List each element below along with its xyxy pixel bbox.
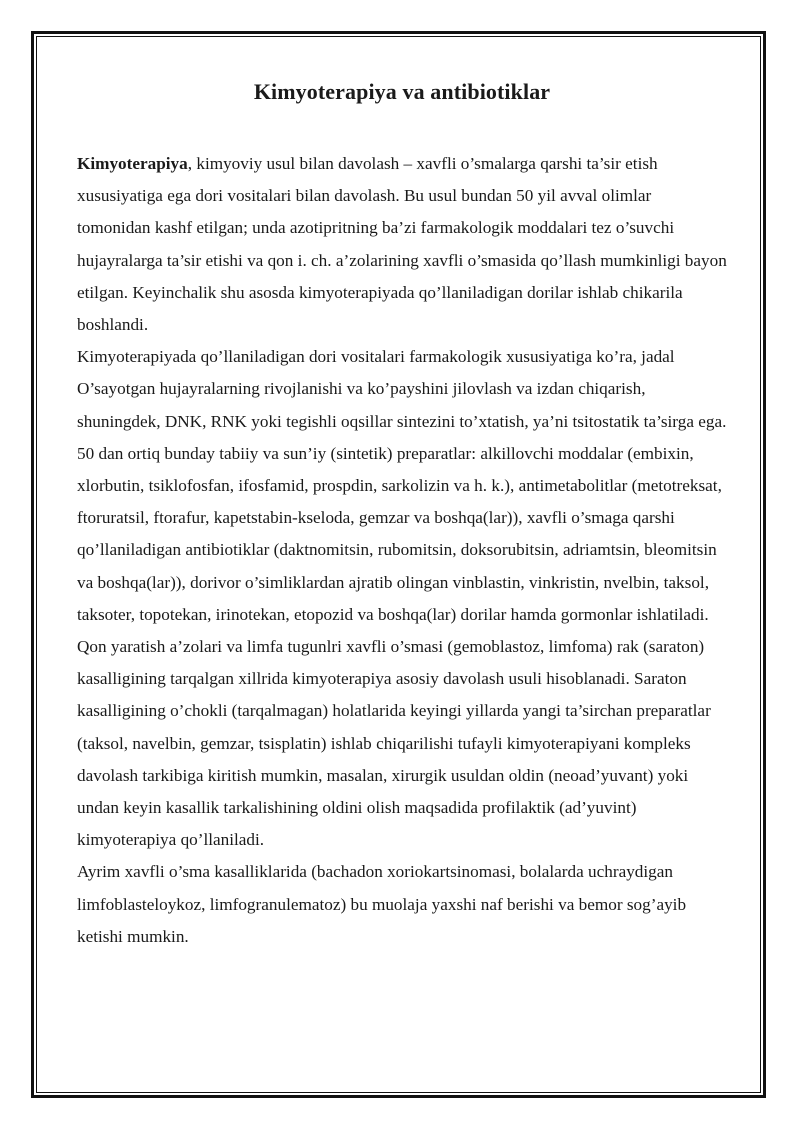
- paragraph-intro-text: , kimyoviy usul bilan davolash – xavfli o’smalarga qarshi ta’sir etish xususiyatiga ega dori vositalari bilan davolash. Bu usul bundan 50 yil avval olimlar tomonidan kashf etilgan; unda azotipritning ba’zi farmakologik moddalari tez o’suvchi hujayralarga ta’sir etishi va qon i. ch. a’zolarining xavfli o’smasida qo’llash mumkinligi bayon etilgan. Keyinchalik shu asosda kimyoterapiyada qo’llaniladigan dorilar ishlab chikarila boshlandi.: [77, 154, 727, 335]
- document-title: Kimyoterapiya va antibiotiklar: [253, 79, 551, 104]
- document-body: [77, 78, 727, 953]
- paragraph-treatment: Qon yaratish a’zolari va limfa tugunlri xavfli o’smasi (gemoblastoz, limfoma) rak (saraton) kasalligining tarqalgan xillrida kimyoterapiya asosiy davolash usuli hisoblanadi. Saraton kasalligining o’chokli (tarqalmagan) holatlarida keyingi yillarda yangi ta’sirchan preparatlar (taksol, navelbin, gemzar, tsisplatin) ishlab chiqarilishi tufayli kimyoterapiyani kompleks davolash tarkibiga kiritish mumkin, masalan, xirurgik usuldan oldin (neoad’yuvant) yoki undan keyin kasallik tarkalishining oldini olish maqsadida profilaktik (ad’yuvint) kimyoterapiya qo’llaniladi.: [77, 637, 711, 850]
- intro-term: Kimyoterapiya: [77, 154, 188, 173]
- paragraph-outcome: Ayrim xavfli o’sma kasalliklarida (bachadon xoriokartsinomasi, bolalarda uchraydigan limfoblasteloykoz, limfogranulematoz) bu muolaja yaxshi naf berishi va bemor sog’ayib ketishi mumkin.: [77, 862, 687, 946]
- paragraph-drugs: Kimyoterapiyada qo’llaniladigan dori vositalari farmakologik xususiyatiga ko’ra, jadal O’sayotgan hujayralarning rivojlanishi va ko’payshini jilovlash va izdan chiqarish, shuningdek, DNK, RNK yoki tegishli oqsillar sintezini to’xtatish, ya’ni tsitostatik ta’sirga ega. 50 dan ortiq bunday tabiiy va sun’iy (sintetik) preparatlar: alkillovchi moddalar (embixin, xlorbutin, tsiklofosfan, ifosfamid, prospdin, sarkolizin va h. k.), antimetabolitlar (metotreksat, ftoruratsil, ftorafur, kapetstabin-kseloda, gemzar va boshqa(lar)), xavfli o’smaga qarshi qo’llaniladigan antibiotiklar (daktnomitsin, rubomitsin, doksorubitsin, adriamtsin, bleomitsin va boshqa(lar)), dorivor o’simliklardan ajratib olingan vinblastin, vinkristin, nvelbin, taksol, taksoter, topotekan, irinotekan, etopozid va boshqa(lar) dorilar hamda gormonlar ishlatiladi.: [77, 347, 727, 624]
- paragraph-intro: [77, 148, 727, 341]
